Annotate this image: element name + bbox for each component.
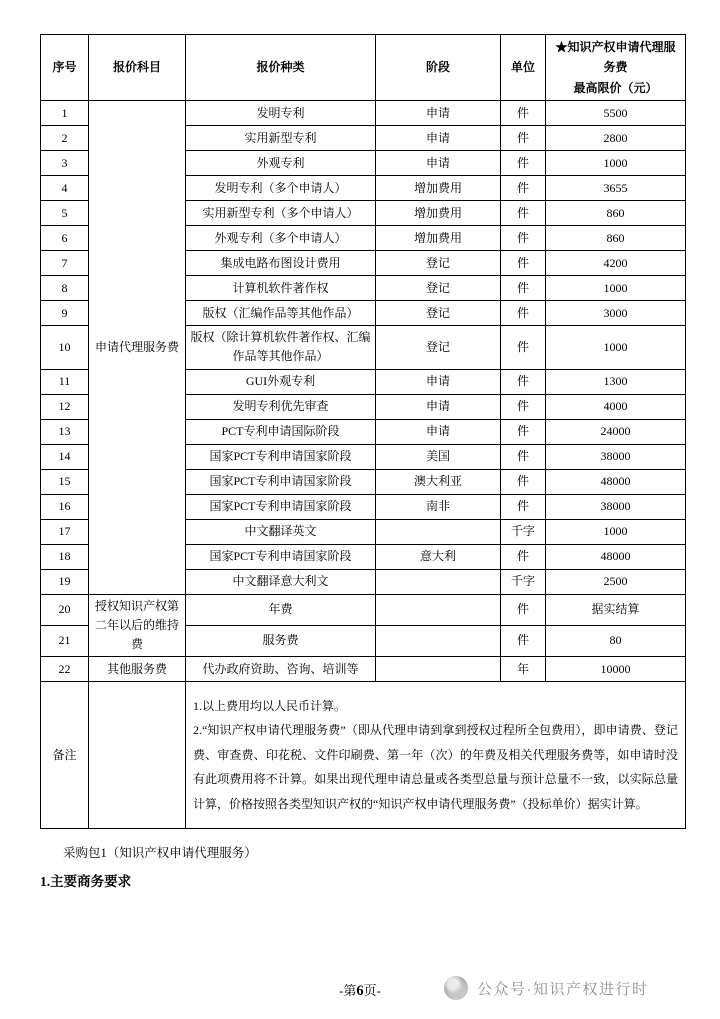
price-cell: 10000 bbox=[546, 657, 686, 682]
page-number-value: 6 bbox=[356, 983, 364, 999]
unit-cell: 件 bbox=[501, 369, 546, 394]
type-cell: 外观专利（多个申请人） bbox=[186, 226, 376, 251]
serial-cell: 20 bbox=[41, 594, 89, 625]
unit-cell: 件 bbox=[501, 544, 546, 569]
col-header-subject: 报价科目 bbox=[89, 35, 186, 101]
type-cell: 中文翻译意大利文 bbox=[186, 569, 376, 594]
type-cell: 服务费 bbox=[186, 625, 376, 656]
type-cell: 国家PCT专利申请国家阶段 bbox=[186, 544, 376, 569]
unit-cell: 件 bbox=[501, 101, 546, 126]
price-cell: 38000 bbox=[546, 494, 686, 519]
stage-cell bbox=[376, 594, 501, 625]
price-cell: 4000 bbox=[546, 394, 686, 419]
type-cell: 国家PCT专利申请国家阶段 bbox=[186, 494, 376, 519]
type-cell: 国家PCT专利申请国家阶段 bbox=[186, 444, 376, 469]
unit-cell: 件 bbox=[501, 469, 546, 494]
remark-spacer-cell bbox=[89, 682, 186, 829]
serial-cell: 2 bbox=[41, 126, 89, 151]
price-table-row bbox=[41, 657, 686, 682]
type-cell: 发明专利（多个申请人） bbox=[186, 176, 376, 201]
stage-cell: 申请 bbox=[376, 394, 501, 419]
col-header-stage: 阶段 bbox=[376, 35, 501, 101]
price-cell: 48000 bbox=[546, 469, 686, 494]
page-footer bbox=[0, 974, 720, 1006]
serial-cell: 4 bbox=[41, 176, 89, 201]
stage-cell: 登记 bbox=[376, 301, 501, 326]
price-cell: 24000 bbox=[546, 419, 686, 444]
serial-cell: 10 bbox=[41, 326, 89, 369]
price-cell: 2800 bbox=[546, 126, 686, 151]
price-cell: 5500 bbox=[546, 101, 686, 126]
official-account-name: 公众号·知识产权进行时 bbox=[477, 980, 649, 998]
unit-cell: 件 bbox=[501, 226, 546, 251]
remark-content-cell bbox=[186, 682, 686, 829]
type-cell: 年费 bbox=[186, 594, 376, 625]
serial-cell: 18 bbox=[41, 544, 89, 569]
unit-cell: 件 bbox=[501, 276, 546, 301]
price-cell: 2500 bbox=[546, 569, 686, 594]
stage-cell: 登记 bbox=[376, 326, 501, 369]
serial-cell: 16 bbox=[41, 494, 89, 519]
serial-cell: 22 bbox=[41, 657, 89, 682]
unit-cell: 件 bbox=[501, 394, 546, 419]
price-table-row bbox=[41, 101, 686, 126]
remark-line-1: 1.以上费用均以人民币计算。 bbox=[193, 698, 347, 713]
unit-cell: 件 bbox=[501, 419, 546, 444]
page-number-prefix: -第 bbox=[339, 983, 357, 998]
unit-cell: 件 bbox=[501, 176, 546, 201]
stage-cell: 申请 bbox=[376, 369, 501, 394]
page-number-suffix: 页- bbox=[363, 983, 381, 998]
stage-cell: 登记 bbox=[376, 251, 501, 276]
price-cell: 4200 bbox=[546, 251, 686, 276]
stage-cell: 美国 bbox=[376, 444, 501, 469]
stage-cell bbox=[376, 569, 501, 594]
unit-cell: 千字 bbox=[501, 519, 546, 544]
col-header-unit: 单位 bbox=[501, 35, 546, 101]
serial-cell: 13 bbox=[41, 419, 89, 444]
stage-cell: 增加费用 bbox=[376, 176, 501, 201]
stage-cell: 增加费用 bbox=[376, 226, 501, 251]
price-cell: 860 bbox=[546, 226, 686, 251]
remark-label-cell: 备注 bbox=[41, 682, 89, 829]
stage-cell: 申请 bbox=[376, 151, 501, 176]
price-cell: 860 bbox=[546, 201, 686, 226]
serial-cell: 1 bbox=[41, 101, 89, 126]
stage-cell: 申请 bbox=[376, 419, 501, 444]
type-cell: GUI外观专利 bbox=[186, 369, 376, 394]
stage-cell: 意大利 bbox=[376, 544, 501, 569]
subject-group-cell: 授权知识产权第二年以后的维持费 bbox=[89, 594, 186, 657]
remark-row bbox=[41, 682, 686, 829]
serial-cell: 19 bbox=[41, 569, 89, 594]
type-cell: 中文翻译英文 bbox=[186, 519, 376, 544]
unit-cell: 年 bbox=[501, 657, 546, 682]
unit-cell: 件 bbox=[501, 201, 546, 226]
stage-cell: 申请 bbox=[376, 101, 501, 126]
subject-group-cell: 申请代理服务费 bbox=[89, 101, 186, 594]
stage-cell: 登记 bbox=[376, 276, 501, 301]
serial-cell: 8 bbox=[41, 276, 89, 301]
serial-cell: 6 bbox=[41, 226, 89, 251]
price-cell: 1000 bbox=[546, 276, 686, 301]
unit-cell: 件 bbox=[501, 301, 546, 326]
price-cell: 1000 bbox=[546, 326, 686, 369]
official-account bbox=[444, 976, 649, 1000]
price-cell: 38000 bbox=[546, 444, 686, 469]
serial-cell: 12 bbox=[41, 394, 89, 419]
unit-cell: 件 bbox=[501, 444, 546, 469]
price-table-row bbox=[41, 594, 686, 625]
type-cell: 国家PCT专利申请国家阶段 bbox=[186, 469, 376, 494]
serial-cell: 17 bbox=[41, 519, 89, 544]
type-cell: 发明专利优先审查 bbox=[186, 394, 376, 419]
unit-cell: 件 bbox=[501, 625, 546, 656]
unit-cell: 千字 bbox=[501, 569, 546, 594]
stage-cell: 澳大利亚 bbox=[376, 469, 501, 494]
col-header-serial: 序号 bbox=[41, 35, 89, 101]
subject-group-cell: 其他服务费 bbox=[89, 657, 186, 682]
col-header-type: 报价种类 bbox=[186, 35, 376, 101]
stage-cell: 增加费用 bbox=[376, 201, 501, 226]
serial-cell: 15 bbox=[41, 469, 89, 494]
serial-cell: 21 bbox=[41, 625, 89, 656]
unit-cell: 件 bbox=[501, 494, 546, 519]
unit-cell: 件 bbox=[501, 594, 546, 625]
price-cell: 48000 bbox=[546, 544, 686, 569]
section-heading: 1.主要商务要求 bbox=[40, 874, 132, 890]
type-cell: 实用新型专利 bbox=[186, 126, 376, 151]
price-cell: 1000 bbox=[546, 519, 686, 544]
stage-cell: 申请 bbox=[376, 126, 501, 151]
price-cell: 1000 bbox=[546, 151, 686, 176]
price-cell: 3000 bbox=[546, 301, 686, 326]
type-cell: 集成电路布图设计费用 bbox=[186, 251, 376, 276]
price-table-body bbox=[41, 101, 686, 829]
unit-cell: 件 bbox=[501, 151, 546, 176]
serial-cell: 11 bbox=[41, 369, 89, 394]
type-cell: 外观专利 bbox=[186, 151, 376, 176]
type-cell: 版权（汇编作品等其他作品） bbox=[186, 301, 376, 326]
price-cell: 1300 bbox=[546, 369, 686, 394]
price-header-line1: ★知识产权申请代理服务费 bbox=[555, 40, 676, 75]
unit-cell: 件 bbox=[501, 126, 546, 151]
stage-cell bbox=[376, 519, 501, 544]
remark-line-2: 2.“知识产权申请代理服务费”（即从代理申请到拿到授权过程所全包费用），即申请费、登记费、审查费、印花税、文件印刷费、第一年（次）的年费及相关代理服务费等，如申请时没有此项费用将不计算。如果出现代理申请总量或各类型总量与预计总量不一致，以实际总量计算，价格按照各类型知识产权的“知识产权申请代理服务费”（投标单价）据实计算。 bbox=[193, 723, 678, 811]
serial-cell: 3 bbox=[41, 151, 89, 176]
unit-cell: 件 bbox=[501, 251, 546, 276]
unit-cell: 件 bbox=[501, 326, 546, 369]
type-cell: 代办政府资助、咨询、培训等 bbox=[186, 657, 376, 682]
price-cell: 据实结算 bbox=[546, 594, 686, 625]
price-cell: 80 bbox=[546, 625, 686, 656]
stage-cell bbox=[376, 657, 501, 682]
col-header-price bbox=[546, 35, 686, 101]
type-cell: 版权（除计算机软件著作权、汇编作品等其他作品） bbox=[186, 326, 376, 369]
stage-cell bbox=[376, 625, 501, 656]
type-cell: 发明专利 bbox=[186, 101, 376, 126]
serial-cell: 9 bbox=[41, 301, 89, 326]
type-cell: 计算机软件著作权 bbox=[186, 276, 376, 301]
serial-cell: 7 bbox=[41, 251, 89, 276]
price-cell: 3655 bbox=[546, 176, 686, 201]
type-cell: 实用新型专利（多个申请人） bbox=[186, 201, 376, 226]
package-line: 采购包1（知识产权申请代理服务） bbox=[63, 846, 257, 861]
price-table bbox=[40, 34, 686, 829]
table-header-row bbox=[41, 35, 686, 101]
serial-cell: 14 bbox=[41, 444, 89, 469]
type-cell: PCT专利申请国际阶段 bbox=[186, 419, 376, 444]
official-account-logo-icon bbox=[444, 976, 468, 1000]
stage-cell: 南非 bbox=[376, 494, 501, 519]
price-header-line2: 最高限价（元） bbox=[573, 80, 658, 95]
serial-cell: 5 bbox=[41, 201, 89, 226]
